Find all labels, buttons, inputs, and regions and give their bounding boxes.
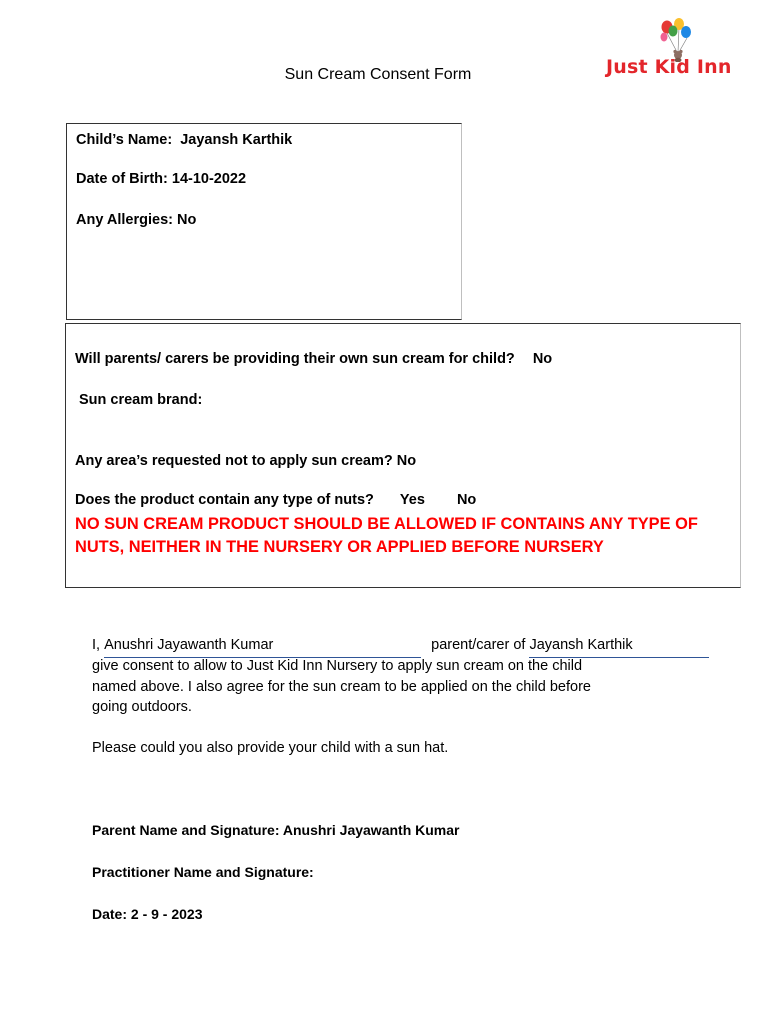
- date-value: 2 - 9 - 2023: [130, 906, 203, 922]
- parent-signature-value: Anushri Jayawanth Kumar: [282, 822, 460, 838]
- consent-line-1: [92, 635, 709, 658]
- child-name-value: Jayansh Karthik: [180, 132, 293, 148]
- own-cream-answer: No: [532, 351, 553, 367]
- parent-name-fill: Anushri Jayawanth Kumar: [104, 635, 421, 658]
- own-cream-row: [75, 351, 552, 367]
- areas-answer: No: [396, 453, 417, 469]
- allergies-value: No: [177, 212, 197, 228]
- sun-cream-box: [65, 323, 741, 588]
- page-title: Sun Cream Consent Form: [284, 66, 472, 83]
- sun-hat-note: Please could you also provide your child with a sun hat.: [92, 740, 449, 756]
- areas-row: [75, 453, 416, 469]
- nuts-question: Does the product contain any type of nuts?: [75, 492, 374, 508]
- nuts-row: [75, 492, 476, 508]
- practitioner-signature-row: [92, 864, 314, 880]
- consent-line-2: give consent to allow to Just Kid Inn Nursery to apply sun cream on the child: [92, 658, 583, 674]
- consent-line-4: going outdoors.: [92, 699, 192, 715]
- consent-line-3: named above. I also agree for the sun cream to be applied on the child before: [92, 679, 591, 695]
- relation-text: parent/carer of: [431, 637, 526, 653]
- brand-label: Sun cream brand:: [79, 392, 203, 408]
- nuts-option-no: No: [456, 492, 477, 508]
- parent-signature-label: Parent Name and Signature:: [92, 822, 280, 838]
- practitioner-signature-label: Practitioner Name and Signature:: [92, 864, 314, 880]
- child-details-box: [66, 123, 462, 320]
- date-row: [92, 906, 203, 922]
- allergies-row: [76, 212, 196, 228]
- nuts-option-yes: Yes: [399, 492, 425, 508]
- parent-signature-row: [92, 822, 459, 838]
- logo-text: Just Kid Inn: [606, 56, 732, 78]
- dob-label: Date of Birth:: [76, 171, 168, 187]
- nuts-warning: NO SUN CREAM PRODUCT SHOULD BE ALLOWED IF CONTAINS ANY TYPE OF NUTS, NEITHER IN THE NURSERY OR APPLIED BEFORE NURSERY: [75, 515, 698, 556]
- dob-row: [76, 171, 246, 187]
- own-cream-question: Will parents/ carers be providing their own sun cream for child?: [75, 351, 515, 367]
- allergies-label: Any Allergies:: [76, 212, 173, 228]
- areas-question: Any area’s requested not to apply sun cream?: [75, 453, 393, 469]
- child-name-fill: Jayansh Karthik: [529, 635, 709, 658]
- child-name-row: [76, 132, 292, 148]
- dob-value: 14-10-2022: [171, 171, 247, 187]
- consent-prefix: I,: [92, 637, 101, 653]
- child-name-label: Child’s Name:: [76, 132, 173, 148]
- date-label: Date:: [92, 906, 128, 922]
- brand-row: [79, 392, 202, 408]
